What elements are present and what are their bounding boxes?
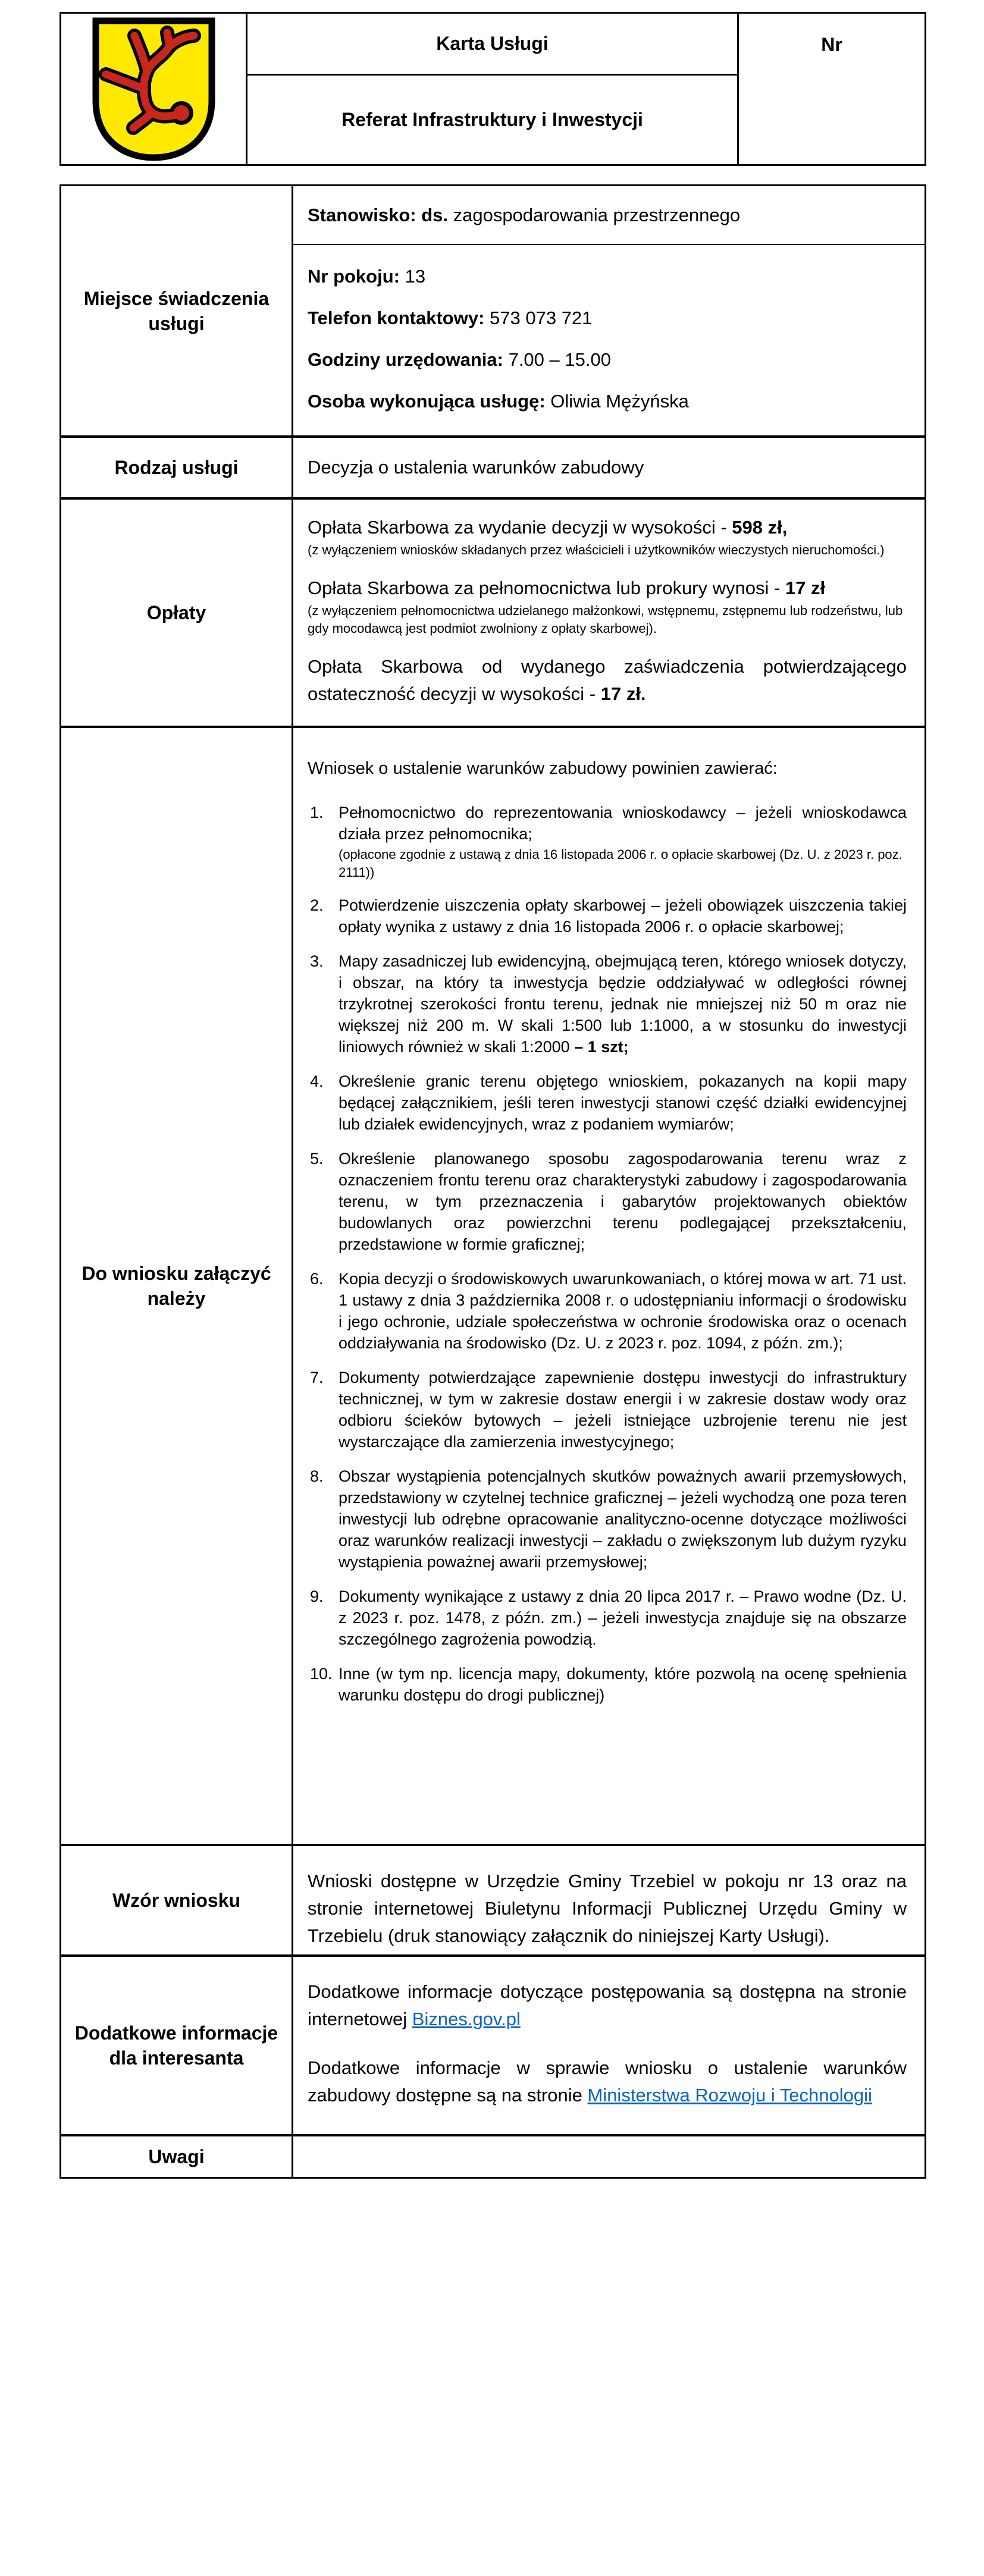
attachment-item [308,1071,907,1135]
document-number-label: Nr [737,14,925,164]
person-line [308,388,907,415]
header-table [59,12,926,166]
additional-info-content [293,1957,925,2134]
attachment-item [308,802,907,881]
coat-of-arms-icon [92,17,215,161]
fee-proxy-amount: 17 zł [785,578,826,598]
attachment-item [308,1586,907,1650]
row-place-of-service [61,186,925,435]
attachment-item-text: Mapy zasadniczej lub ewidencyjną, obejmującą teren, którego wniosek dotyczy, i obszar, na który ta inwestycja będzie oddziaływać w odległości równej trzykrotnej szerokości frontu terenu, jednak nie mniejszej niż 50 m oraz nie większej niż 200 m. W skali 1:500 lub 1:1000, a w stosunku do inwestycji liniowych również w skali 1:2000 – 1 szt; [339,952,907,1056]
attachment-item [308,1466,907,1573]
fee-certificate [308,653,907,708]
attachment-item-bold: – 1 szt; [574,1038,629,1056]
attachments-list [308,802,907,1706]
attachment-item-text: Obszar wystąpienia potencjalnych skutków poważnych awarii przemysłowych, przedstawiony w czytelnej technice graficznej – jeżeli wychodzą one poza teren inwestycji lub odrębne opracowanie analityczno-ocenne dotyczące możliwości oraz warunków realizacji inwestycji – zakładu o zwiększonym lub dużym ryzyku wystąpienia poważnej awarii przemysłowej; [339,1467,907,1571]
row-notes [61,2134,925,2177]
attachment-item-text: Pełnomocnictwo do reprezentowania wnioskodawcy – jeżeli wnioskodawca działa przez pełnomocnika; [339,804,907,843]
person-value: Oliwia Mężyńska [545,391,689,412]
fee-proxy [308,575,907,638]
hours-label: Godziny urzędowania: [308,349,503,370]
fee-decision-line: Opłata Skarbowa za wydanie decyzji w wysokości - 598 zł, [308,517,788,538]
row-form-template [61,1844,925,1954]
fee-decision-amount: 598 zł, [732,517,788,538]
fee-decision [308,514,907,559]
form-template-content [293,1846,925,1954]
attachments-content [293,728,925,1844]
attachment-item-number: 5. [310,1150,324,1168]
attachment-item-text: Dokumenty potwierdzające zapewnienie dostępu inwestycji do infrastruktury technicznej, w tym w zakresie dostaw energii i w zakresie dostaw wody oraz odbioru ścieków bytowych – jeżeli istniejące uzbrojenie terenu nie jest wystarczające dla zamierzenia inwestycyjnego; [339,1369,907,1451]
hours-value: 7.00 – 15.00 [503,349,611,370]
attachment-item [308,1663,907,1706]
phone-label: Telefon kontaktowy: [308,308,485,328]
row-service-type [61,435,925,497]
fee-proxy-line: Opłata Skarbowa za pełnomocnictwa lub prokury wynosi - 17 zł [308,578,826,598]
fee-certificate-line: Opłata Skarbowa od wydanego zaświadczenia potwierdzającego ostateczność decyzji w wysokości - 17 zł. [308,656,907,704]
attachment-item-text: Potwierdzenie uiszczenia opłaty skarbowej – jeżeli obowiązek uiszczenia takiej opłaty wynika z ustawy z dnia 16 listopada 2006 r. o opłacie skarbowej; [339,896,907,936]
fee-decision-fineprint: (z wyłączeniem wniosków składanych przez właścicieli i użytkowników wieczystych nieruchomości.) [308,542,885,557]
info-ministry-line: Dodatkowe informacje w sprawie wniosku o ustalenie warunków zabudowy dostępne są na stronie Ministerstwa Rozwoju i Technologii [308,2057,907,2106]
attachment-item-number: 2. [310,896,324,914]
position-label: Stanowisko: ds. [308,204,448,225]
row-label-attachments: Do wniosku załączyć należy [61,728,293,1844]
info-biznes-line: Dodatkowe informacje dotyczące postępowania są dostępna na stronie internetowej Biznes.gov.pl [308,1981,907,2029]
phone-line [308,305,907,332]
attachment-item-number: 4. [310,1072,324,1090]
fees-content [293,500,925,726]
service-type-value: Decyzja o ustalenia warunków zabudowy [308,457,644,478]
attachment-item [308,1268,907,1354]
attachment-item-number: 7. [310,1369,324,1386]
fee-proxy-fineprint: (z wyłączeniem pełnomocnictwa udzielanego małżonkowi, wstępnemu, zstępnemu lub rodzeństwu, lub gdy mocodawcą jest podmiot zwolniony z opłaty skarbowej). [308,603,903,636]
attachment-item-number: 8. [310,1467,324,1485]
attachment-item-number: 6. [310,1270,324,1288]
row-label-place: Miejsce świadczenia usługi [61,186,293,435]
room-label: Nr pokoju: [308,266,400,287]
attachments-intro: Wniosek o ustalenie warunków zabudowy powinien zawierać: [308,759,778,778]
room-value: 13 [400,266,426,287]
attachment-item-number: 1. [310,804,324,821]
fee-certificate-amount: 17 zł. [600,683,646,704]
row-label-service-type: Rodzaj usługi [61,438,293,497]
document-title: Karta Usługi [247,14,737,76]
room-line [308,263,907,290]
attachment-item [308,950,907,1058]
hours-line [308,346,907,374]
crest-cell [61,14,247,164]
row-label-fees: Opłaty [61,500,293,726]
row-label-form-template: Wzór wniosku [61,1846,293,1954]
attachment-item [308,1367,907,1452]
attachment-item-text: Kopia decyzji o środowiskowych uwarunkowaniach, o której mowa w art. 71 ust. 1 ustawy z dnia 3 października 2008 r. o udostępnianiu informacji o środowisku i jego ochronie, udziale społeczeństwa w ochronie środowiska oraz o ocenach oddziaływania na środowisko (Dz. U. z 2023 r. poz. 1094, z późn. zm.); [339,1270,907,1352]
attachment-item-fineprint: (opłacone zgodnie z ustawą z dnia 16 listopada 2006 r. o opłacie skarbowej (Dz. U. z 2023 r. poz. 2111)) [339,847,902,880]
attachment-item-number: 10. [310,1665,333,1683]
position-value: zagospodarowania przestrzennego [447,204,741,225]
ministry-link[interactable]: Ministerstwa Rozwoju i Technologii [587,2085,872,2106]
position-line [293,186,925,245]
service-card-document [59,12,926,2179]
form-template-text: Wnioski dostępne w Urzędzie Gminy Trzebiel w pokoju nr 13 oraz na stronie internetowej Biuletynu Informacji Publicznej Urzędu Gminy w Trzebielu (druk stanowiący załącznik do niniejszej Karty Usługi). [308,1871,907,1946]
attachment-item-text: Dokumenty wynikające z ustawy z dnia 20 lipca 2017 r. – Prawo wodne (Dz. U. z 2023 r. poz. 1478, z późn. zm.) – jeżeli inwestycja znajduje się na obszarze szczególnego zagrożenia powodzią. [339,1587,907,1648]
attachment-item [308,895,907,937]
person-label: Osoba wykonująca usługę: [308,391,546,412]
attachment-item-number: 9. [310,1587,324,1605]
row-fees [61,497,925,726]
row-additional-info [61,1954,925,2134]
service-card-table [59,184,926,2179]
place-content [293,186,925,435]
row-attachments [61,726,925,1844]
notes-content [293,2136,925,2177]
attachment-item [308,1148,907,1255]
phone-value: 573 073 721 [484,308,593,328]
department-name: Referat Infrastruktury i Inwestycji [341,109,643,130]
row-label-notes: Uwagi [61,2136,293,2177]
attachment-item-text: Określenie granic terenu objętego wnioskiem, pokazanych na kopii mapy będącej załącznikiem, jeśli teren inwestycji stanowi część działki ewidencyjnej lub działek ewidencyjnych, wraz z podaniem wymiarów; [339,1072,907,1133]
biznes-gov-link[interactable]: Biznes.gov.pl [412,2009,521,2029]
attachment-item-text: Określenie planowanego sposobu zagospodarowania terenu wraz z oznaczeniem frontu terenu oraz charakterystyki zabudowy i zagospodarowania terenu, w tym przeznaczenia i gabarytów projektowanych obiektów budowlanych oraz powierzchni terenu podlegającej przekształceniu, przedstawione w formie graficznej; [339,1150,907,1253]
contact-details [293,245,925,433]
attachment-item-text: Inne (w tym np. licencja mapy, dokumenty, które pozwolą na ocenę spełnienia warunku dostępu do drogi publicznej) [339,1665,907,1704]
row-label-additional-info: Dodatkowe informacje dla interesanta [61,1957,293,2134]
attachment-item-number: 3. [310,952,324,970]
